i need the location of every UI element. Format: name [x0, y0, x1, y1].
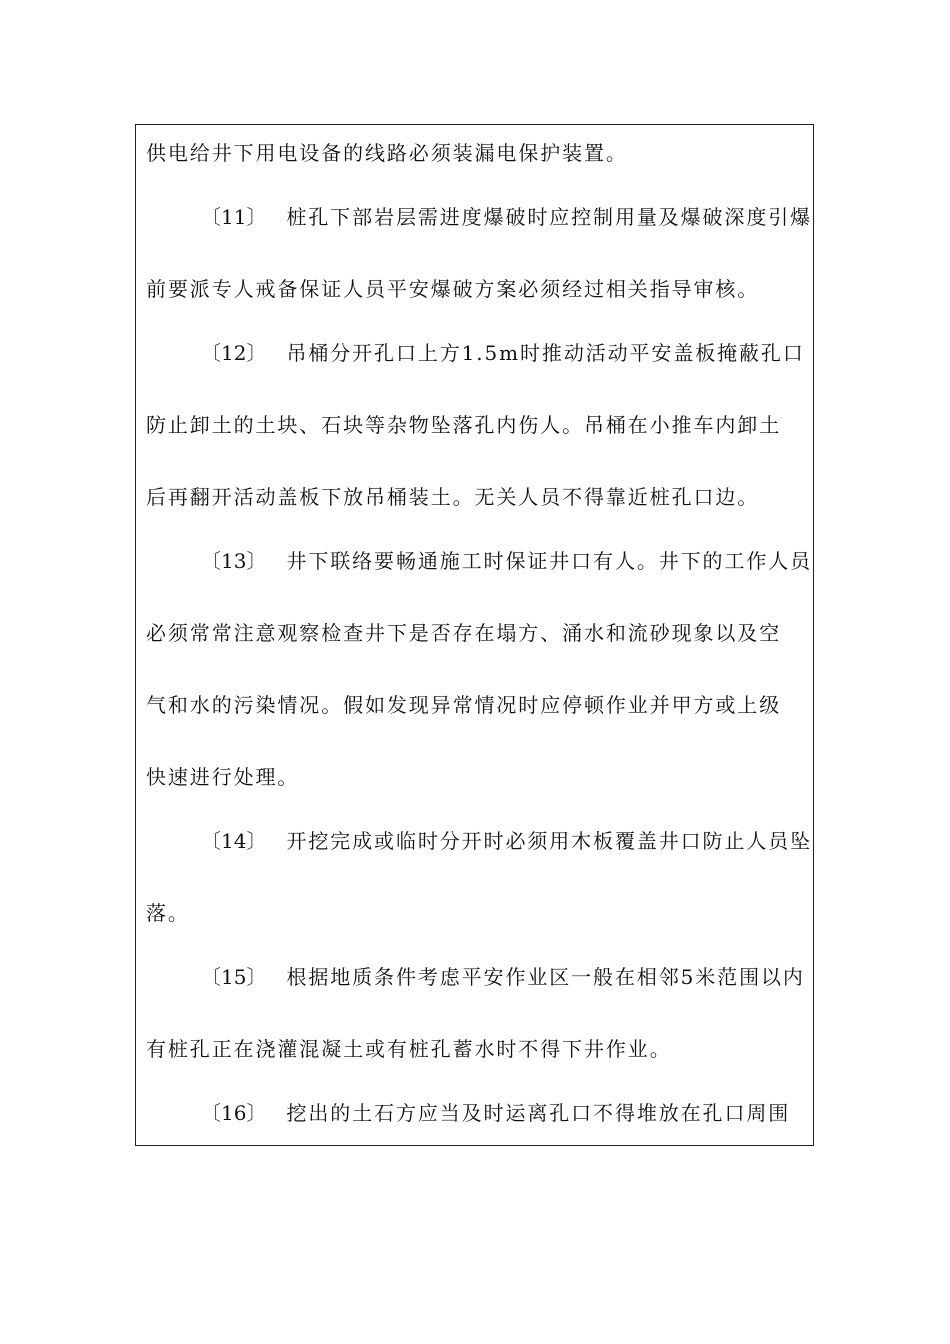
item-13-line-3 [146, 691, 806, 719]
line-text: 必须常常注意观察检查井下是否存在塌方、涌水和流砂现象以及空 [146, 621, 782, 645]
item-13-line-1 [201, 547, 813, 575]
item-number: 〔11〕 [201, 205, 267, 229]
line-text: 根据地质条件考虑平安作业区一般在相邻5米范围以内 [286, 965, 805, 989]
item-11-line-2 [146, 275, 806, 303]
line-text: 桩孔下部岩层需进度爆破时应控制用量及爆破深度引爆 [286, 205, 813, 229]
line-text: 供电给井下用电设备的线路必须装漏电保护装置。 [146, 141, 628, 165]
item-14-line-1 [201, 827, 813, 855]
line-text: 吊桶分开孔口上方1.5m时推动活动平安盖板掩蔽孔口 [286, 341, 805, 365]
line-text: 防止卸土的土块、石块等杂物坠落孔内伤人。吊桶在小推车内卸土 [146, 413, 782, 437]
line-text: 有桩孔正在浇灌混凝土或有桩孔蓄水时不得下井作业。 [146, 1037, 672, 1061]
item-number: 〔13〕 [201, 549, 267, 573]
item-11-line-1 [201, 203, 813, 231]
line-text: 挖出的土石方应当及时运离孔口不得堆放在孔口周围 [286, 1101, 791, 1125]
line-text: 快速进行处理。 [146, 765, 300, 789]
line-text: 前要派专人戒备保证人员平安爆破方案必须经过相关指导审核。 [146, 277, 760, 301]
item-14-line-2 [146, 899, 806, 927]
item-number: 〔14〕 [201, 829, 267, 853]
text-line [146, 139, 806, 167]
item-number: 〔15〕 [201, 965, 267, 989]
item-number: 〔12〕 [201, 341, 267, 365]
line-text: 落。 [146, 901, 190, 925]
item-16-line-1 [201, 1099, 806, 1127]
item-15-line-1 [201, 963, 806, 991]
line-text: 井下联络要畅通施工时保证井口有人。井下的工作人员 [286, 549, 813, 573]
item-15-line-2 [146, 1035, 806, 1063]
document-frame [135, 124, 814, 1146]
item-12-line-2 [146, 411, 806, 439]
item-13-line-4 [146, 763, 806, 791]
item-12-line-3 [146, 483, 806, 511]
item-number: 〔16〕 [201, 1101, 267, 1125]
line-text: 开挖完成或临时分开时必须用木板覆盖井口防止人员坠 [286, 829, 813, 853]
line-text: 后再翻开活动盖板下放吊桶装土。无关人员不得靠近桩孔口边。 [146, 485, 760, 509]
line-text: 气和水的污染情况。假如发现异常情况时应停顿作业并甲方或上级 [146, 693, 782, 717]
item-12-line-1 [201, 339, 806, 367]
item-13-line-2 [146, 619, 806, 647]
